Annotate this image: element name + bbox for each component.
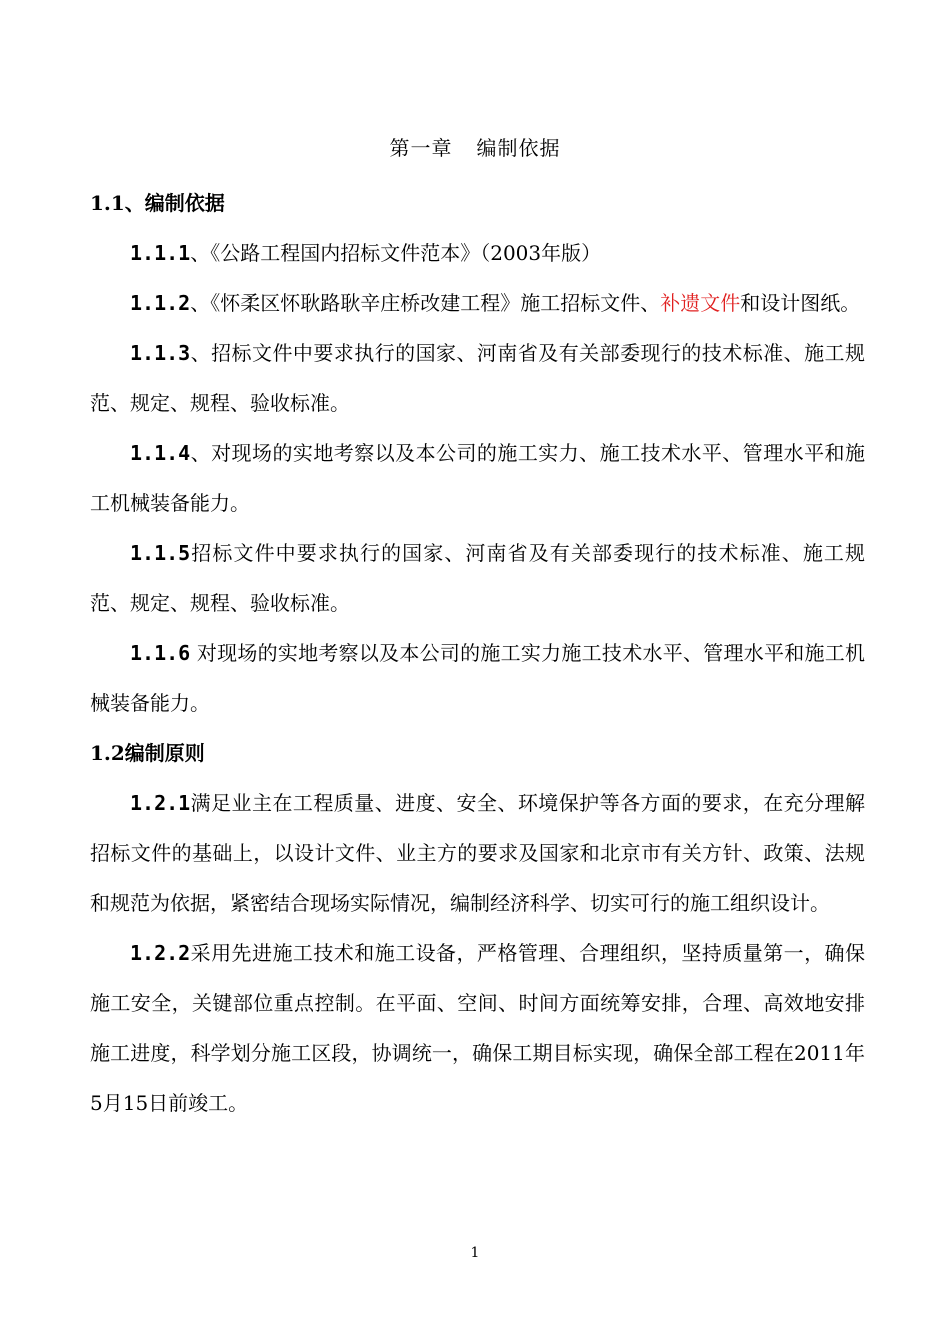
item-number: 1.1.1 — [130, 241, 191, 265]
section-heading-1-1: 1.1、编制依据 — [90, 191, 225, 215]
paragraph-text: 对现场的实地考察以及本公司的施工实力施工技术水平、管理水平和施工机械装备能力。 — [90, 641, 865, 715]
paragraph-text: 招标文件中要求执行的国家、河南省及有关部委现行的技术标准、施工规范、规定、规程、验收标准。 — [90, 541, 865, 615]
paragraph-text: 、《公路工程国内招标文件范本》（2003年版） — [190, 241, 602, 265]
paragraph-1-1-3 — [90, 328, 865, 428]
page-number: 1 — [470, 1245, 480, 1261]
paragraph-1-2-1 — [90, 778, 865, 928]
chapter-label: 第一章 — [389, 136, 453, 160]
paragraph-text: 满足业主在工程质量、进度、安全、环境保护等各方面的要求，在充分理解招标文件的基础上，以设计文件、业主方的要求及国家和北京市有关方针、政策、法规和规范为依据，紧密结合现场实际情况，编制经济科学、切实可行的施工组织设计。 — [90, 791, 865, 915]
item-number: 1.1.5 — [130, 541, 191, 565]
paragraph-1-2-2 — [90, 928, 865, 1128]
item-number: 1.2.1 — [130, 791, 191, 815]
item-number: 1.1.3 — [130, 341, 191, 365]
highlighted-text: 补遗文件 — [660, 291, 741, 315]
paragraph-1-1-6 — [90, 628, 865, 728]
item-number: 1.1.4 — [130, 441, 191, 465]
item-number: 1.1.2 — [130, 291, 191, 315]
paragraph-text: 和设计图纸。 — [740, 291, 861, 315]
paragraph-1-1-1 — [90, 228, 865, 278]
paragraph-text: 、《怀柔区怀耿路耿辛庄桥改建工程》施工招标文件、 — [190, 291, 661, 315]
paragraph-text: 、招标文件中要求执行的国家、河南省及有关部委现行的技术标准、施工规范、规定、规程、验收标准。 — [90, 341, 865, 415]
document-body — [90, 178, 865, 1128]
chapter-name: 编制依据 — [476, 136, 561, 160]
paragraph-1-1-5 — [90, 528, 865, 628]
paragraph-1-1-2 — [90, 278, 865, 328]
item-number: 1.2.2 — [130, 941, 191, 965]
chapter-title — [0, 132, 950, 161]
paragraph-text: 、对现场的实地考察以及本公司的施工实力、施工技术水平、管理水平和施工机械装备能力。 — [90, 441, 865, 515]
item-number: 1.1.6 — [130, 641, 191, 665]
paragraph-1-1-4 — [90, 428, 865, 528]
section-heading-1-2: 1.2编制原则 — [90, 741, 205, 765]
paragraph-text: 采用先进施工技术和施工设备，严格管理、合理组织，坚持质量第一，确保施工安全，关键部位重点控制。在平面、空间、时间方面统筹安排，合理、高效地安排施工进度，科学划分施工区段，协调统一，确保工期目标实现，确保全部工程在2011年5月15日前竣工。 — [90, 941, 865, 1115]
